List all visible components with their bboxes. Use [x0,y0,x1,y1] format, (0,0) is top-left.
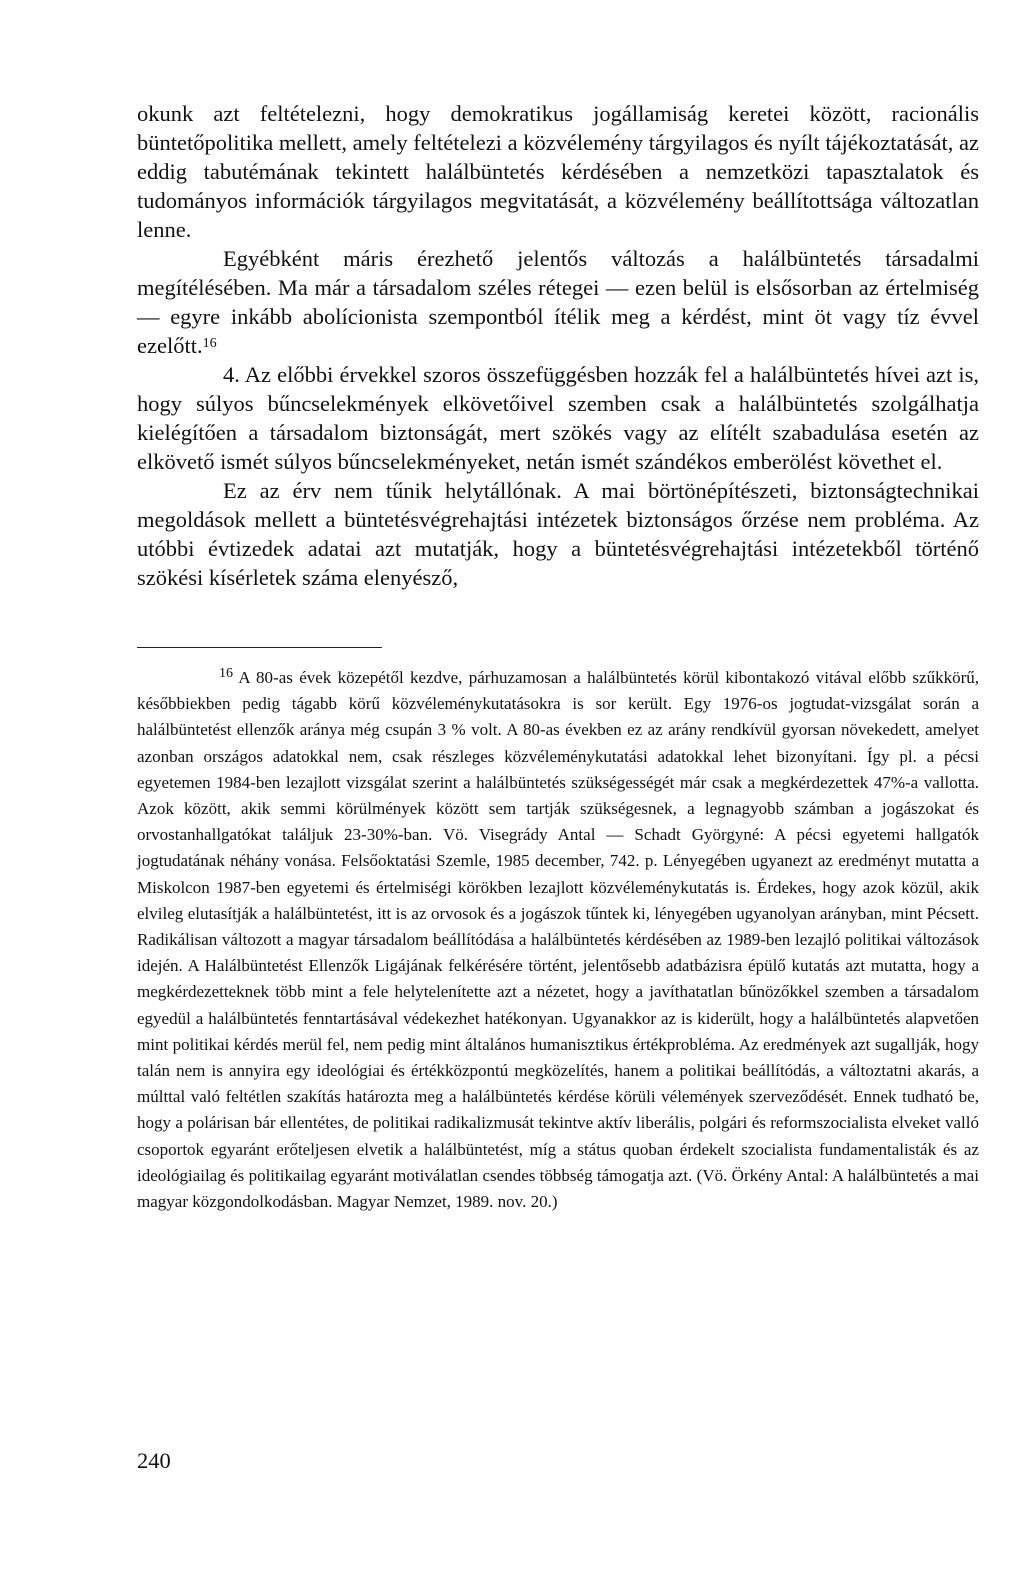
footnote-number: 16 [219,666,233,681]
footnote-reference: 16 [202,336,217,351]
paragraph-2-text: Egyébként máris érezhető jelentős változás a halálbüntetés társadalmi megítélésében. Ma már a társadalom széles rétegei — ezen belül is elsősorban az értelmiség — egyre inkább abolícionista szempontból ítélik meg a kérdést, mint öt vagy tíz évvel ezelőtt. [137,246,979,358]
footnote-16 [137,665,979,1215]
paragraph-2 [137,244,979,360]
footnote-text: A 80-as évek közepétől kezdve, párhuzamosan a halálbüntetés körül kibontakozó vitával előbb szűkkörű, későbbiekben pedig tágabb körű közvéleménykutatásokra is sor került. Egy 1976-os jogtudat-vizsgálat során a halálbüntetést ellenzők aránya még csupán 3 % volt. A 80-as években ez az arány rendkívül gyorsan növekedett, amelyet azonban országos adatokkal nem, csak részleges közvéleménykutatási adatokkal lehet bizonyítani. Így pl. a pécsi egyetemen 1984-ben lezajlott vizsgálat szerint a halálbüntetés szükségességét már csak a megkérdezettek 47%-a vallotta. Azok között, akik semmi körülmények között sem tartják szükségesnek, a legnagyobb számban a jogászokat és orvostanhallgatókat találjuk 23-30%-ban. Vö. Visegrády Antal — Schadt Györgyné: A pécsi egyetemi hallgatók jogtudatának néhány vonása. Felsőoktatási Szemle, 1985 december, 742. p. Lényegében ugyanezt az eredményt mutatta a Miskolcon 1987-ben egyetemi és értelmiségi körökben lezajlott közvéleménykutatás is. Érdekes, hogy azok közül, akik elvileg elutasítják a halálbüntetést, itt is az orvosok és a jogászok tűntek ki, lényegében ugyanolyan arányban, mint Pécsett. Radikálisan változott a magyar társadalom beállítódása a halálbüntetés kérdésében az 1989-ben lezajló politikai változások idején. A Halálbüntetést Ellenzők Ligájának felkérésére történt, jelentősebb adatbázisra épülő kutatás azt mutatta, hogy a megkérdezetteknek több mint a fele helytelenítette azt a nézetet, hogy a javíthatatlan bűnözőkkel szemben a társadalom egyedül a halálbüntetés fenntartásával védekezhet hatékonyan. Ugyanakkor az is kiderült, hogy a halálbüntetés alapvetően mint politikai kérdés merül fel, nem pedig mint általános humanisztikus értékprobléma. Az eredmények azt sugallják, hogy talán nem is annyira egy ideológiai és értékközpontú megközelítés, hanem a politikai beállítódás, a változtatni akarás, a múlttal való feltétlen szakítás határozta meg a halálbüntetés kérdése körüli vélemények szerveződését. Ennek tudható be, hogy a polárisan bár ellentétes, de politikai radikalizmusát tekintve aktív liberális, polgári és reformszocialista elveket valló csoportok egyaránt erőteljesen elvetik a halálbüntetést, míg a státus quoban érdekelt szocialista fundamentalisták és az ideológiailag és politikailag egyaránt motiválatlan csendes többség támogatja azt. (Vö. Örkény Antal: A halálbüntetés a mai magyar közgondolkodásban. Magyar Nemzet, 1989. nov. 20.) [137,668,979,1212]
footnote-divider [137,647,382,648]
footnotes [137,665,979,1215]
paragraph-1: okunk azt feltételezni, hogy demokratikus jogállamiság keretei között, racionális büntetőpolitika mellett, amely feltételezi a közvélemény tárgyilagos és nyílt tájékoztatását, az eddig tabutémának tekintett halálbüntetés kérdésében a nemzetközi tapasztalatok és tudományos információk tárgyilagos megvitatását, a közvélemény beállítottsága változatlan lenne. [137,101,979,242]
paragraph-3: 4. Az előbbi érvekkel szoros összefüggésben hozzák fel a halálbüntetés hívei azt is, hogy súlyos bűncselekmények elkövetőivel szemben csak a halálbüntetés szolgálhatja kielégítően a társadalom biztonságát, mert szökés vagy az elítélt szabadulása esetén az elkövető ismét súlyos bűncselekményeket, netán ismét szándékos emberölést követhet el. [137,362,979,474]
page-number: 240 [137,1448,171,1473]
main-text [137,99,979,592]
paragraph-4: Ez az érv nem tűnik helytállónak. A mai börtönépítészeti, biztonságtechnikai megoldások mellett a büntetésvégrehajtási intézetek biztonságos őrzése nem probléma. Az utóbbi évtizedek adatai azt mutatják, hogy a büntetésvégrehajtási intézetekből történő szökési kísérletek száma elenyésző, [137,478,979,590]
